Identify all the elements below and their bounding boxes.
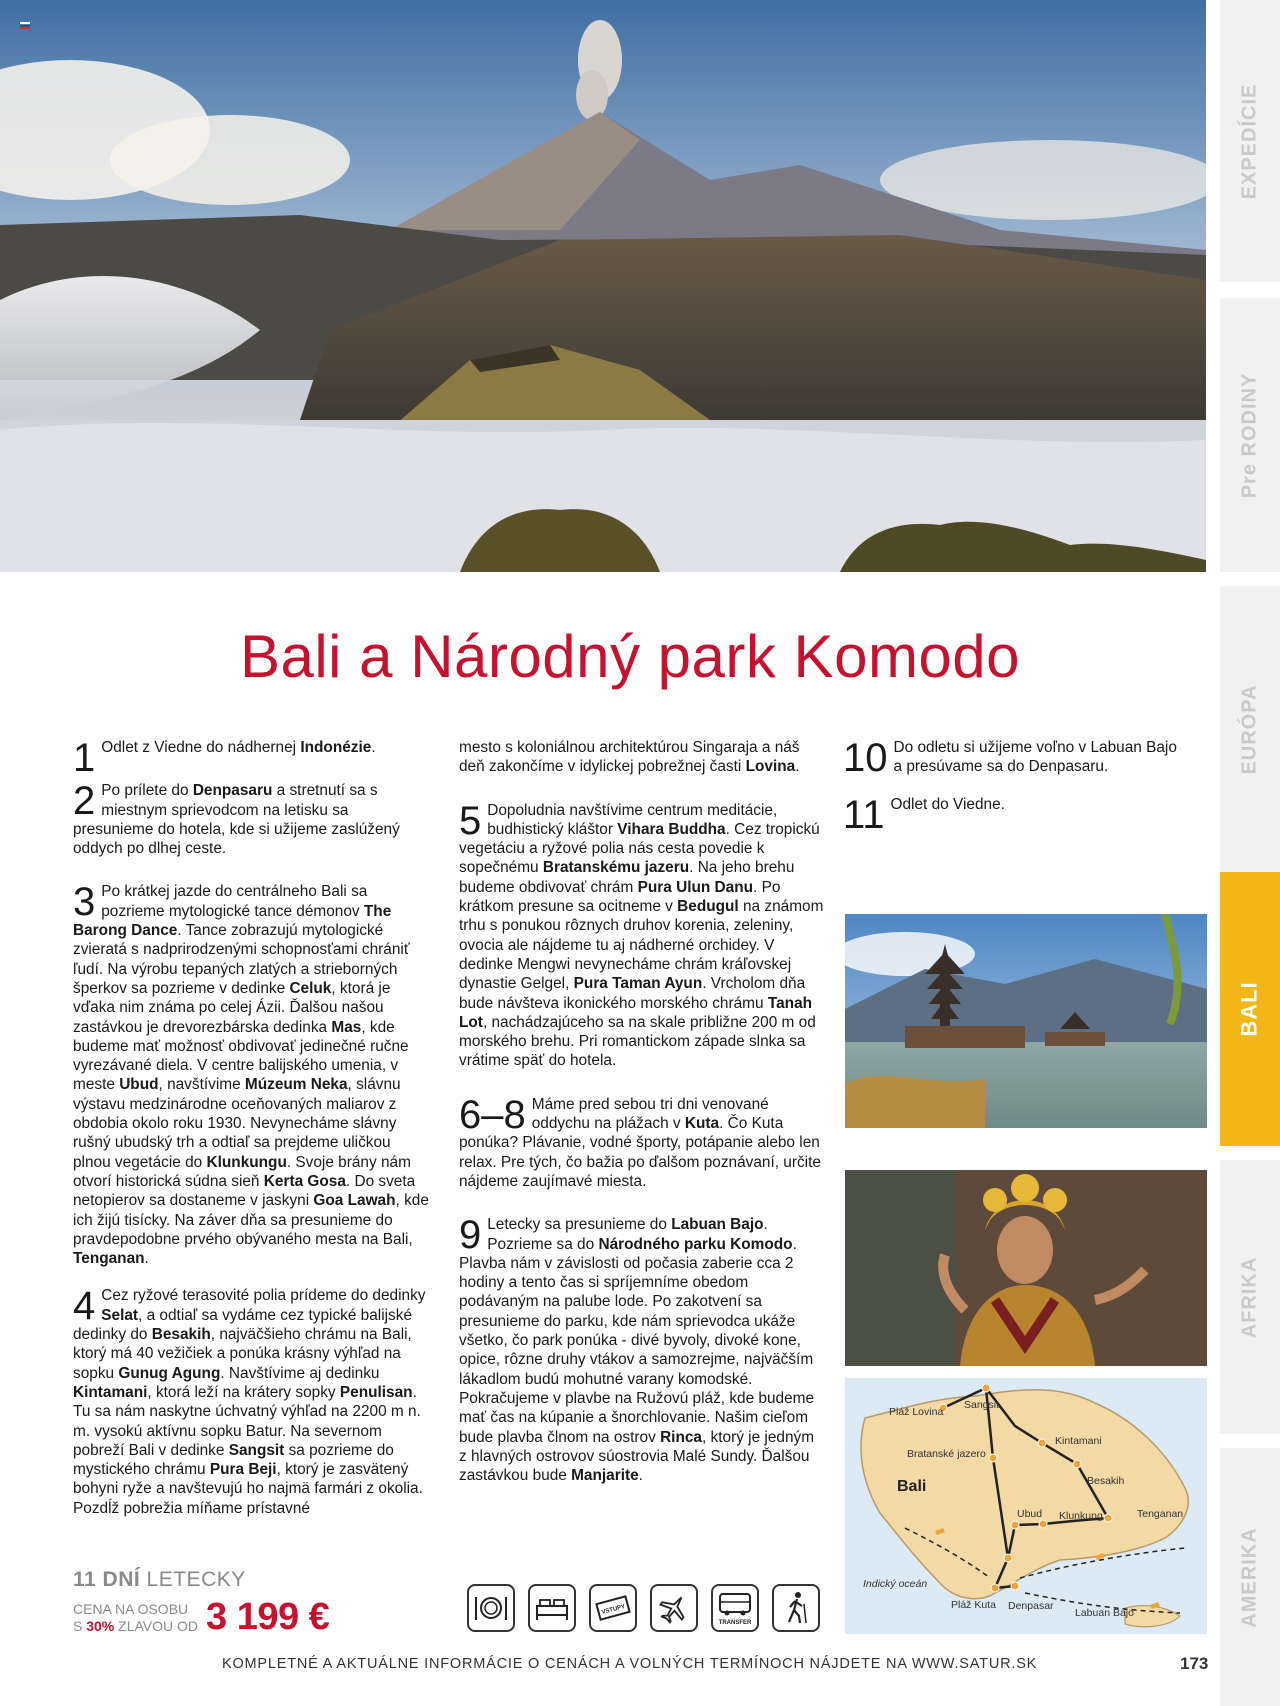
bold-place-name: Kerta Gosa [263, 1172, 346, 1190]
itinerary-day-2 [73, 781, 429, 858]
bold-place-name: Lovina [745, 758, 796, 776]
tab-label: EXPEDÍCIE [1238, 83, 1261, 199]
tab-bali[interactable] [1220, 872, 1280, 1146]
day-text: Po prílete do Denpasaru a stretnutí sa s miestnym sprievodcom na letisku sa presunieme do hotela, kde si užijeme zaslúžený oddych po dlhej ceste. [73, 782, 400, 858]
transfer-label: TRANSFER [718, 1620, 752, 1626]
map-label-besakih: Besakih [1087, 1475, 1125, 1487]
day-text: mesto s koloniálnou architektúrou Singaraja a náš deň zakončíme v idylickej pobrežnej časti Lovina. [459, 739, 800, 776]
tab-expedicie[interactable] [1220, 0, 1280, 282]
temple-lake-illustration [845, 914, 1207, 1128]
bold-place-name: Labuan Bajo [671, 1216, 764, 1234]
day-text: Odlet z Viedne do nádhernej Indonézie. [101, 739, 376, 756]
tab-amerika[interactable] [1220, 1448, 1280, 1706]
day-number: 3 [73, 880, 96, 925]
day-text: Cez ryžové terasovité polia prídeme do dedinky Selat, a odtiaľ sa vydáme cez typické balijské dedinky do Besakih, najväčšieho chrámu na Bali, ktorý má 40 vežičiek a ponúka krásny výhľad na sopku Gunug Agung. Navštívime aj dedinku Kintamani, ktorá leží na krátery sopky Penulisan. Tu sa nám naskytne úchvatný výhľad na 2200 m n. m. vysokú aktívnu sopku Batur. Na severnom pobreží Bali v dedinke Sangsit sa pozrieme do mystického chrámu Pura Beji, ktorý je zasvätený bohyni ryže a navštevujú ho najmä farmári z okolia. Pozdĺž pobrežia míňame prístavné [73, 1287, 426, 1517]
itinerary-day-5 [459, 798, 824, 1071]
bold-place-name: Bratanskému jazeru [542, 859, 690, 877]
map-label-bali: Bali [897, 1478, 927, 1495]
day-number: 1 [73, 736, 96, 780]
price-label-line-2 [73, 1618, 198, 1635]
map-label-labuan-bajo: Labuan Bajo [1075, 1607, 1134, 1619]
bold-place-name: Kuta [684, 1115, 720, 1133]
bold-place-name: Mas [331, 1018, 362, 1036]
itinerary-day-10 [843, 736, 1188, 780]
discount-value: 30% [86, 1617, 115, 1634]
itinerary-column-1 [73, 738, 429, 1536]
entrance-ticket-icon [589, 1584, 637, 1632]
page-title: Bali a Národný park Komodo [239, 623, 1021, 690]
duration-days: 11 DNÍ [73, 1568, 141, 1591]
bold-place-name: Tenganan [73, 1250, 145, 1268]
volcano-landscape-illustration [0, 0, 1206, 572]
bold-place-name: Kintamani [73, 1383, 148, 1401]
price-row [73, 1596, 329, 1639]
bold-place-name: Denpasaru [192, 782, 273, 800]
map-label-bratanske-jazero: Bratanské jazero [907, 1448, 986, 1460]
photo-temple-lake [845, 914, 1207, 1128]
day-text: Letecky sa presunieme do Labuan Bajo. Pozrieme sa do Národného parku Komodo. Plavba nám v závislosti od počasia zaberie cca 2 hodiny a tento čas si spríjemníme obedom podávaným na palube lode. Po zakotvení sa presunieme do parku, kde nám sprievodca ukáže všetko, čo park ponúka - divé byvoly, divoké kone, opice, rôzne druhy vtákov a samozrejme, najväčším lákadlom budú mohutné varany komodské. Pokračujeme v plavbe na Ružovú pláž, kde budeme mať čas na kúpanie a šnorchlovanie. Našim cieľom bude plavba člnom na ostrov Rinca, ktorý je jedným z hlavných ostrovov súostrovia Malé Sundy. Ďalšou zastávkou bude Manjarite. [459, 1216, 815, 1485]
day-text: Máme pred sebou tri dni venované oddychu na plážach v Kuta. Čo Kuta ponúka? Plávanie, vodné športy, potápanie alebo len relax. Pre tých, čo bažia po ďalšom poznávaní, určite nájdeme zaujímavé miesta. [459, 1095, 821, 1190]
itinerary-day-1 [73, 736, 429, 780]
itinerary-day-9 [459, 1215, 824, 1485]
bold-place-name: Pura Beji [209, 1461, 277, 1479]
bold-place-name: Penulisan [339, 1383, 413, 1401]
language-flag-icon [20, 22, 30, 29]
itinerary-column-3 [843, 736, 1188, 837]
route-map-bali [845, 1378, 1207, 1634]
price-block [73, 1568, 329, 1639]
map-label-ocean: Indický oceán [863, 1578, 928, 1590]
bold-place-name: Múzeum Neka [244, 1076, 348, 1094]
bold-place-name: Goa Lawah [313, 1192, 396, 1210]
section-tabs [1220, 0, 1280, 1706]
bold-place-name: Klunkungu [206, 1153, 287, 1171]
day-text: Po krátkej jazde do centrálneho Bali sa pozrieme mytologické tance démonov The Barong Dance. Tance zobrazujú mytologické zvieratá s nadprirodzenými schopnosťami chrániť ľudí. Na výrobu tepaných zlatých a strieborných šperkov sa pozrieme v dedinke Celuk, ktorá je vďaka nim známa po celej Ázii. Ďalšou našou zastávkou je drevorezbárska dedinka Mas, kde budeme mať možnosť obdivovať jedinečné ručne vyrezávané diela. V centre balijského umenia, v meste Ubud, navštívime Múzeum Neka, slávnu výstavu medzinárodne oceňovaných maliarov z obdobia okolo roku 1930. Nevynecháme slávny rušný ubudský trh a odtiaľ sa prejdeme uličkou plnou vegetácie do Klunkungu. Svoje brány nám otvorí historická súdna sieň Kerta Gosa. Do sveta netopierov sa dostaneme v jaskyni Goa Lawah, kde ich žijú tisícky. Na záver dňa sa presunieme do pravdepodobne prvého obývaného mesta na Bali, Tenganan. [73, 883, 429, 1268]
transport-mode: LETECKY [146, 1568, 246, 1591]
day-number: 5 [459, 798, 482, 843]
bold-place-name: Tanah Lot [459, 994, 813, 1031]
day-text: Dopoludnia navštívime centrum meditácie, budhistický kláštor Vihara Buddha. Cez tropickú vegetáciu a ryžové polia nás cesta povedie k sopečnému Bratanskému jazeru. Na jeho brehu budeme obdivovať chrám Pura Ulun Danu. Po krátkom presune sa ocitneme v Bedugul na známom trhu s ponukou rôznych druhov korenia, zeleniny, ovocia ale nájdeme tu aj nádherné orchidey. V dedinke Mengwi nevynecháme chrám kráľovskej dynastie Gelgel, Pura Taman Ayun. Vrcholom dňa bude návšteva ikonického morského chrámu Tanah Lot, nachádzajúceho sa na skale približne 200 m od morského brehu. Pri romantickom západe slnka sa vrátime späť do hotela. [459, 801, 824, 1070]
meals-icon [467, 1584, 515, 1632]
bold-place-name: Rinca [660, 1428, 702, 1446]
map-label-plaz-lovina: Pláž Lovina [889, 1406, 944, 1418]
itinerary-day-4 [73, 1286, 429, 1518]
accommodation-bed-icon [528, 1584, 576, 1632]
transfer-bus-icon [711, 1584, 759, 1632]
bold-place-name: Selat [101, 1306, 139, 1324]
itinerary-days-6-8 [459, 1092, 824, 1191]
footer-info: KOMPLETNÉ A AKTUÁLNE INFORMÁCIE O CENÁCH A VOLNÝCH TERMÍNOCH NÁJDETE NA WWW.SATUR.SK [222, 1656, 1038, 1672]
day-number: 2 [73, 779, 96, 824]
itinerary-column-2 [459, 738, 824, 1503]
day-number: 6–8 [459, 1092, 526, 1137]
price-label-suffix: ZLAVOU OD [118, 1617, 199, 1634]
tab-label: AFRIKA [1238, 1256, 1261, 1338]
hiking-icon [772, 1584, 820, 1632]
map-label-ubud: Ubud [1017, 1508, 1043, 1520]
service-icons [467, 1584, 820, 1632]
day-text: Do odletu si užijeme voľno v Labuan Bajo a presúvame sa do Denpasaru. [893, 739, 1177, 776]
tab-europa[interactable] [1220, 586, 1280, 872]
bold-place-name: Ubud [119, 1076, 159, 1094]
bold-place-name: Celuk [289, 979, 332, 997]
price-label-prefix: S [73, 1617, 83, 1634]
bold-place-name: Pura Taman Ayun [573, 975, 703, 993]
bold-place-name: Pura Ulun Danu [637, 878, 754, 896]
bold-place-name: Manjarite [571, 1467, 639, 1485]
itinerary-day-4-continued [459, 738, 824, 777]
map-label-tenganan: Tenganan [1137, 1508, 1184, 1520]
map-label-kintamani: Kintamani [1055, 1435, 1102, 1447]
flight-icon [650, 1584, 698, 1632]
tab-label: BALI [1236, 981, 1262, 1037]
bold-place-name: The Barong Dance [73, 902, 392, 940]
map-label-denpasar: Denpasar [1008, 1600, 1054, 1612]
tab-label: EURÓPA [1238, 683, 1261, 775]
price-value: 3 199 € [206, 1596, 330, 1638]
day-text: Odlet do Viedne. [890, 795, 1005, 813]
page-number: 173 [1180, 1654, 1209, 1673]
photo-balinese-dancer [845, 1170, 1207, 1366]
itinerary-day-3 [73, 882, 429, 1268]
day-number: 9 [459, 1213, 482, 1258]
map-label-sangsit: Sangsit [964, 1399, 1000, 1411]
price-label [73, 1601, 198, 1635]
tab-label: Pre RODINY [1238, 372, 1261, 498]
price-label-line-1: CENA NA OSOBU [73, 1600, 189, 1617]
balinese-dancer-illustration [845, 1170, 1207, 1366]
bold-place-name: Besakih [151, 1326, 211, 1344]
bold-place-name: Gunug Agung [118, 1364, 221, 1382]
bold-place-name: Bedugul [677, 898, 739, 916]
trip-duration [73, 1568, 329, 1592]
bold-place-name: Sangsit [228, 1441, 285, 1459]
tab-pre-rodiny[interactable] [1220, 298, 1280, 572]
tab-afrika[interactable] [1220, 1160, 1280, 1434]
day-number: 11 [843, 792, 885, 837]
ticket-label: VSTUPY [601, 1603, 626, 1616]
map-label-plaz-kuta: Pláž Kuta [951, 1599, 996, 1611]
bold-place-name: Vihara Buddha [617, 820, 726, 838]
tab-label: AMERIKA [1238, 1526, 1261, 1628]
day-number: 4 [73, 1284, 96, 1329]
map-label-klunkung: Klunkung [1059, 1510, 1103, 1522]
itinerary-day-11 [843, 792, 1188, 837]
hero-photo-bromo-volcano [0, 0, 1206, 572]
bold-place-name: Indonézie [300, 739, 372, 756]
bold-place-name: Národného parku Komodo [598, 1235, 793, 1253]
day-number: 10 [843, 736, 888, 780]
